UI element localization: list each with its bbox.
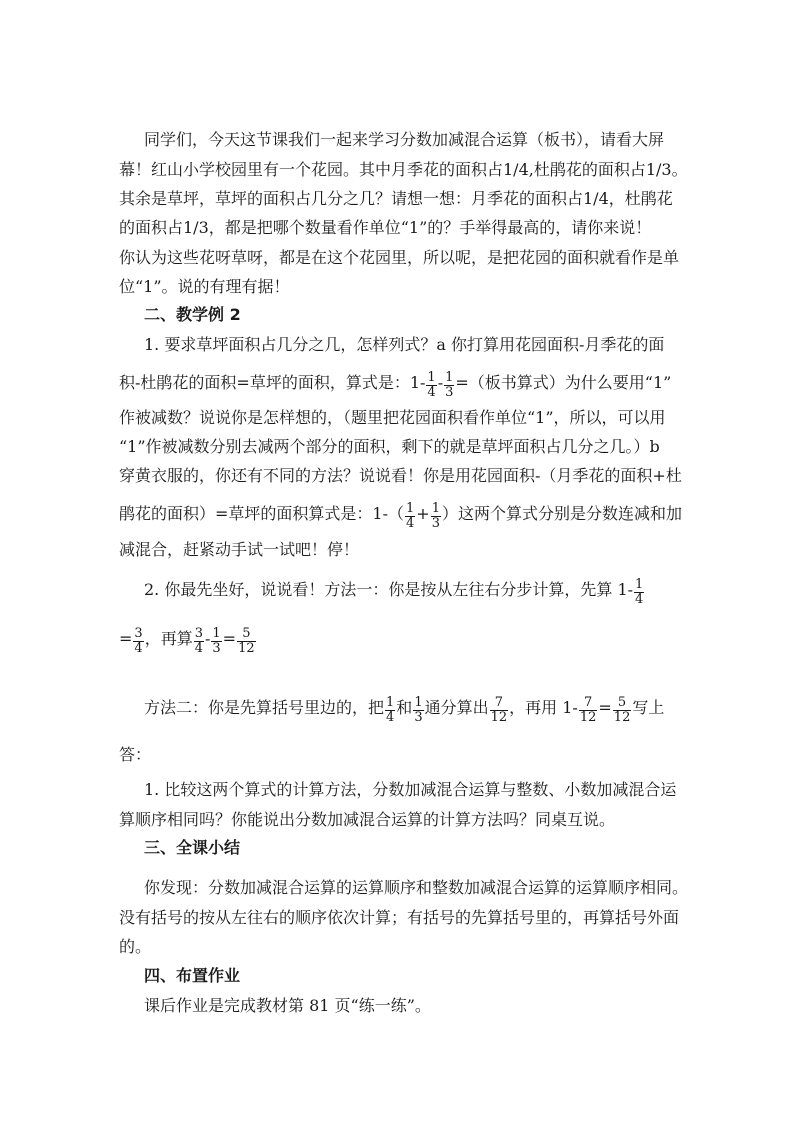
denominator: 3: [445, 385, 454, 400]
paragraph-line: 幕！红山小学校园里有一个花园。其中月季花的面积占1/4,杜鹃花的面积占1/3。: [119, 160, 688, 179]
paragraph-line: 没有括号的按从左往右的顺序依次计算；有括号的先算括号里的，再算括号外面: [119, 908, 680, 927]
paragraph-line: 算顺序相同吗？你能说出分数加减混合运算的计算方法吗？同桌互说。: [119, 810, 616, 829]
paragraph-line: “1”作被减数分别去减两个部分的面积，剩下的就是草坪面积占几分之几。）b: [119, 437, 660, 456]
numerator: 7: [490, 696, 509, 711]
fraction: [413, 696, 423, 725]
formula-text: ）这两个算式分别是分数连减和加: [441, 504, 682, 523]
fraction: [431, 502, 441, 531]
fraction: [211, 627, 221, 656]
numerator: 5: [613, 696, 632, 711]
fraction: [613, 696, 632, 725]
paragraph-line: 同学们，今天这节课我们一起来学习分数加减混合运算（板书），请看大屏: [144, 130, 665, 149]
numerator: 7: [579, 696, 598, 711]
paragraph-line: 穿黄衣服的，你还有不同的方法？说说看！你是用花园面积-（月季花的面积+杜: [119, 466, 682, 485]
formula-line: [119, 625, 689, 654]
formula-text: 通分算出: [424, 698, 489, 717]
section-heading: 二、教学例 2: [144, 305, 241, 324]
formula-text: =: [222, 629, 237, 648]
formula-text: 积-杜鹃花的面积=草坪的面积，算式是：1-: [119, 373, 426, 392]
denominator: 4: [406, 516, 415, 531]
denominator: 12: [490, 710, 508, 725]
paragraph-line: 减混合，赶紧动手试一试吧！停！: [119, 540, 360, 559]
denominator: 4: [386, 710, 395, 725]
paragraph-line: 其余是草坪，草坪的面积占几分之几？请想一想：月季花的面积占1/4，杜鹃花: [119, 189, 673, 208]
fraction: [579, 696, 598, 725]
formula-text: 写上: [632, 698, 665, 717]
numerator: 1: [406, 501, 415, 516]
formula-text: =: [598, 698, 612, 717]
numerator: 1: [212, 626, 221, 641]
formula-text: +: [416, 504, 430, 523]
denominator: 4: [427, 385, 436, 400]
numerator: 1: [414, 695, 423, 710]
paragraph-line: 的。: [119, 937, 152, 956]
formula-text: 和: [396, 698, 413, 717]
fraction: [194, 627, 204, 656]
formula-text: ，再用 1-: [509, 698, 578, 717]
formula-text: ，再算: [144, 629, 193, 648]
numerator: 1: [635, 577, 644, 592]
formula-text: =: [119, 629, 133, 648]
numerator: 1: [431, 501, 440, 516]
denominator: 4: [635, 592, 644, 607]
fraction: [385, 696, 395, 725]
denominator: 3: [431, 516, 440, 531]
fraction: [634, 578, 644, 607]
numerator: 1: [445, 370, 454, 385]
fraction: [444, 371, 454, 400]
fraction: [405, 502, 415, 531]
numerator: 5: [237, 627, 256, 642]
fraction: [133, 627, 143, 656]
denominator: 12: [238, 641, 255, 656]
fraction: [490, 696, 509, 725]
formula-line: [144, 576, 689, 605]
numerator: 3: [194, 626, 203, 641]
formula-text: -: [204, 629, 211, 648]
formula-text: 方法二：你是先算括号里边的，把: [144, 698, 385, 717]
formula-line: [144, 694, 689, 723]
denominator: 4: [134, 641, 143, 656]
denominator: 3: [212, 641, 221, 656]
paragraph-line: 1. 比较这两个算式的计算方法，分数加减混合运算与整数、小数加减混合运: [144, 780, 677, 799]
paragraph-line: 作被减数？说说你是怎样想的，（题里把花园面积看作单位“1”，所以，可以用: [119, 408, 666, 427]
paragraph-line: 的面积占1/3，都是把哪个数量看作单位“1”的？手举得最高的，请你来说！: [119, 218, 652, 237]
paragraph-line: 你认为这些花呀草呀，都是在这个花园里，所以呢，是把花园的面积就看作是单: [119, 248, 680, 267]
denominator: 12: [613, 710, 631, 725]
formula-line: [119, 369, 689, 398]
formula-text: 鹃花的面积）=草坪的面积算式是：1-（: [119, 504, 404, 523]
numerator: 1: [427, 370, 436, 385]
paragraph-line: 答：: [119, 745, 152, 764]
denominator: 4: [194, 641, 203, 656]
paragraph-line: 位“1”。说的有理有据！: [119, 277, 290, 296]
formula-text: -: [437, 373, 444, 392]
section-heading: 三、全课小结: [144, 838, 241, 857]
numerator: 3: [134, 626, 143, 641]
formula-line: [119, 500, 689, 529]
paragraph-line: 1. 要求草坪面积占几分之几，怎样列式？a 你打算用花园面积-月季花的面: [144, 335, 665, 354]
paragraph-line: 课后作业是完成教材第 81 页“练一练”。: [144, 996, 431, 1015]
section-heading: 四、布置作业: [144, 966, 241, 985]
paragraph-line: 你发现：分数加减混合运算的运算顺序和整数加减混合运算的运算顺序相同。: [144, 878, 689, 897]
formula-text: =（板书算式）为什么要用“1”: [455, 373, 672, 392]
fraction: [426, 371, 436, 400]
denominator: 12: [579, 710, 597, 725]
fraction: [237, 627, 256, 656]
formula-text: 2. 你最先坐好，说说看！方法一：你是按从左往右分步计算，先算 1-: [144, 580, 634, 599]
denominator: 3: [414, 710, 423, 725]
numerator: 1: [386, 695, 395, 710]
